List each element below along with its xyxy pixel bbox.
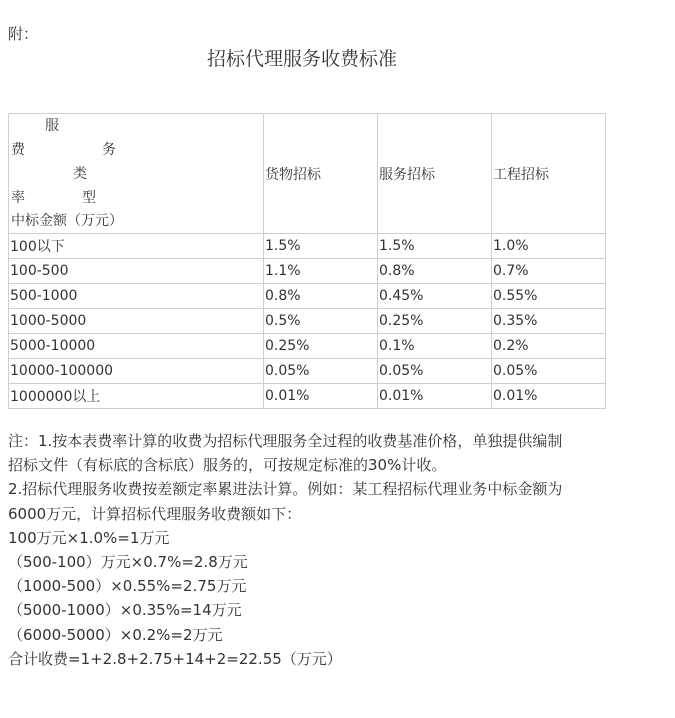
range-cell: 100-500 [9,259,264,284]
note-line: （6000-5000）×0.2%=2万元 [8,625,223,644]
rate-cell: 0.8% [378,259,492,284]
rate-cell: 0.25% [264,334,378,359]
note-line: （1000-500）×0.55%=2.75万元 [8,577,247,596]
corner-text: 务 [102,142,116,158]
rate-cell: 0.45% [378,284,492,309]
rate-cell: 0.05% [492,359,606,384]
corner-text: 中标金额（万元） [11,213,123,229]
prefix-label: 附： [8,25,39,43]
range-cell: 1000000以上 [9,384,264,409]
column-header: 工程招标 [492,114,606,234]
corner-text: 型 [82,190,96,206]
table-row [9,234,606,259]
note-line: 招标文件（有标底的含标底）服务的，可按规定标准的30%计收。 [8,456,447,475]
range-cell: 5000-10000 [9,334,264,359]
rate-cell: 0.01% [378,384,492,409]
range-cell: 100以下 [9,234,264,259]
table-row [9,359,606,384]
column-header: 货物招标 [264,114,378,234]
note-line: 2.招标代理服务收费按差额定率累进法计算。例如：某工程招标代理业务中标金额为 [8,480,563,499]
rate-cell: 1.5% [378,234,492,259]
notes-section [8,429,628,671]
note-line: （5000-1000）×0.35%=14万元 [8,601,242,620]
note-line: 6000万元，计算招标代理服务收费额如下： [8,504,302,523]
fee-table [8,113,606,409]
rate-cell: 1.5% [264,234,378,259]
range-cell: 1000-5000 [9,309,264,334]
rate-cell: 0.35% [492,309,606,334]
rate-cell: 0.7% [492,259,606,284]
table-row [9,384,606,409]
rate-cell: 0.05% [378,359,492,384]
rate-cell: 0.05% [264,359,378,384]
corner-text: 服 [45,118,59,134]
page-title: 招标代理服务收费标准 [207,48,398,70]
rate-cell: 0.01% [264,384,378,409]
note-line: 注：1.按本表费率计算的收费为招标代理服务全过程的收费基准价格，单独提供编制 [8,432,563,450]
rate-cell: 0.01% [492,384,606,409]
table-row [9,334,606,359]
note-line: 合计收费=1+2.8+2.75+14+2=22.55（万元） [8,649,342,668]
table-row [9,284,606,309]
rate-cell: 0.5% [264,309,378,334]
range-cell: 10000-100000 [9,359,264,384]
header-corner-cell [9,114,264,234]
rate-cell: 1.1% [264,259,378,284]
table-row [9,309,606,334]
note-line: （500-100）万元×0.7%=2.8万元 [8,553,248,572]
table-header-row [9,114,606,234]
rate-cell: 0.1% [378,334,492,359]
corner-text: 类 [73,166,87,182]
note-line: 100万元×1.0%=1万元 [8,528,170,547]
rate-cell: 0.25% [378,309,492,334]
rate-cell: 0.2% [492,334,606,359]
range-cell: 500-1000 [9,284,264,309]
column-header: 服务招标 [378,114,492,234]
rate-cell: 1.0% [492,234,606,259]
table-row [9,259,606,284]
corner-text: 费 [11,142,25,158]
rate-cell: 0.55% [492,284,606,309]
corner-text: 率 [11,190,25,206]
rate-cell: 0.8% [264,284,378,309]
